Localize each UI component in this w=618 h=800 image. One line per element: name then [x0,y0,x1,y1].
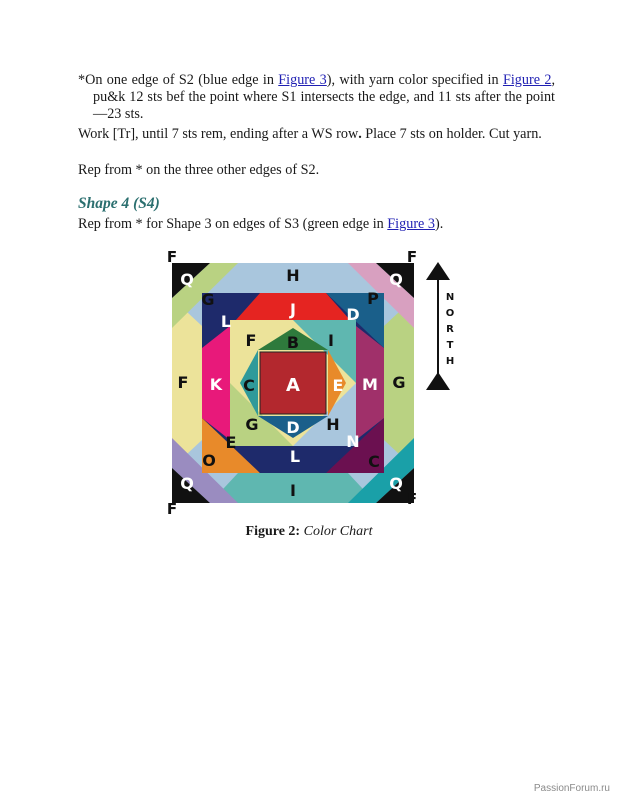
label-c: C [243,376,255,395]
label-f-corner-bl: F [166,500,178,518]
color-chart-figure [150,238,470,518]
north-arrow-tail [426,372,450,390]
label-f-inner: F [245,331,257,350]
north-letter-r: R [446,324,454,335]
north-letter-t: T [446,340,454,351]
label-k: K [209,375,223,394]
label-g-right: G [392,373,406,392]
label-h-top: H [286,266,300,285]
north-arrow-head [426,262,450,280]
label-q-bl: Q [180,474,194,493]
label-e-outer: E [225,433,237,452]
label-l-bottom: L [289,447,301,466]
instruction-paragraph-repeat: Rep from * on the three other edges of S2. [78,162,320,178]
label-m: M [362,375,378,394]
label-q-tr: Q [389,270,403,289]
color-chart-diagram [150,238,470,518]
label-d-inner: D [286,418,300,437]
figure-caption: Figure 2: Color Chart [245,524,373,539]
label-c-outer: C [368,452,380,471]
label-i-inner: I [328,331,334,350]
north-letter-h: H [445,356,455,367]
instruction-paragraph-work: Work [Tr], until 7 sts rem, ending after a WS row. Place 7 sts on holder. Cut yarn. [78,126,542,142]
label-g-outer: G [201,290,215,309]
label-h-inner: H [326,415,340,434]
figure-3-link[interactable]: Figure 3 [278,72,327,88]
label-f-corner-tr: F [406,248,418,266]
label-p: P [367,289,379,308]
watermark: PassionForum.ru [533,783,610,794]
instruction-paragraph-pickup: *On one edge of S2 (blue edge in Figure 3), with yarn color specified in Figure 2, pu&k 12 sts bef the point where S1 intersects the edge, and 11 sts after the point—23 sts. [78,72,555,122]
label-e-inner: E [332,376,344,395]
label-i-bottom: I [290,481,296,500]
label-q-br: Q [389,474,403,493]
label-f-corner-br: F [406,490,418,508]
label-o: O [202,451,216,470]
label-b: B [286,333,300,352]
label-q-tl: Q [180,270,194,289]
label-l-top: L [220,312,232,331]
instruction-paragraph-shape4: Rep from * for Shape 3 on edges of S3 (green edge in Figure 3). [78,216,444,232]
section-heading-shape-4: Shape 4 (S4) [78,195,160,212]
label-f-left: F [177,373,189,392]
figure-3-link-2[interactable]: Figure 3 [387,216,435,232]
figure-2-link[interactable]: Figure 2 [502,72,552,88]
label-g-inner: G [245,415,259,434]
label-j: J [290,300,296,319]
north-letter-n: N [445,292,455,303]
label-n: N [346,432,360,451]
label-d-top: D [346,305,360,324]
label-a: A [286,375,300,396]
label-f-corner-tl: F [166,248,178,266]
north-letter-o: O [445,308,455,319]
